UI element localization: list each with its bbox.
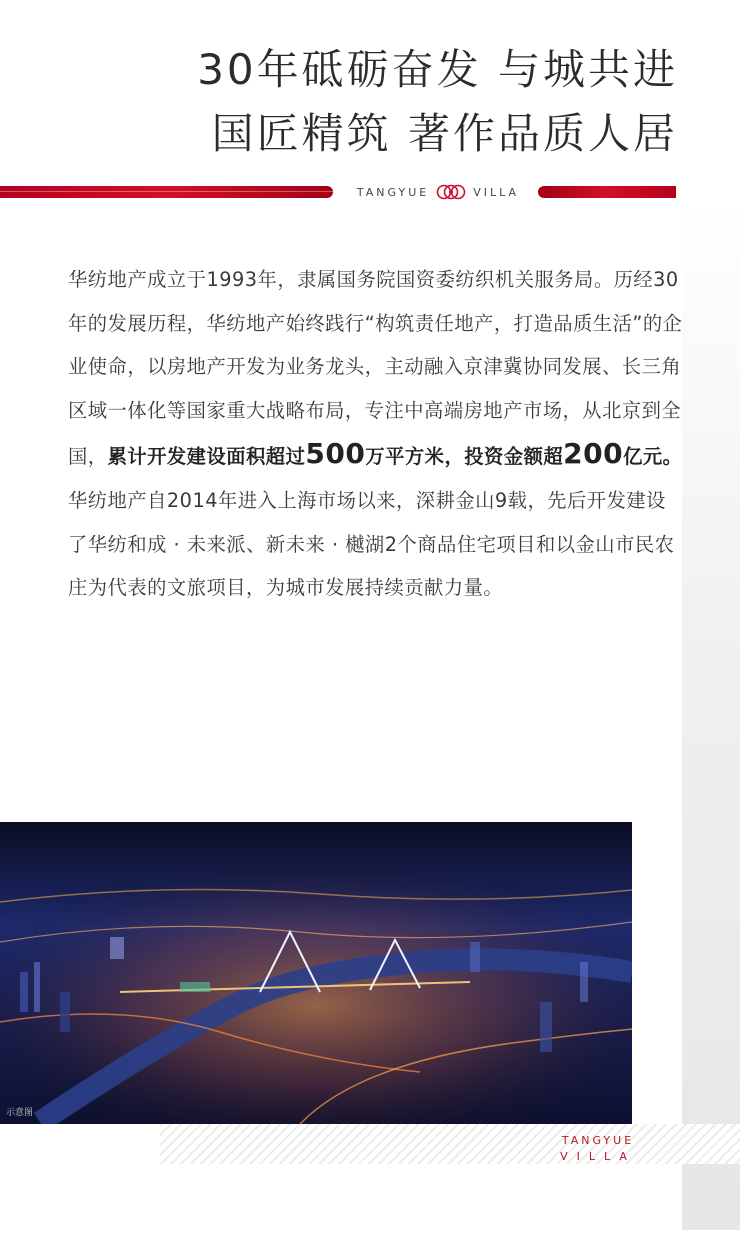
paragraph-text: 华纺地产自2014年进入上海市场以来，深耕金山9载，先后开发建设了华纺和成 · 未来派、新未来 · 樾湖2个商品住宅项目和以金山市民农庄为代表的文旅项目，为城市发展持续贡献力量。 (68, 488, 675, 600)
highlight-text: 累计开发建设面积超过 (107, 445, 306, 469)
night-city-photo (0, 822, 632, 1124)
footer-brand-line-2: VILLA (560, 1150, 636, 1163)
red-bar-left (0, 186, 333, 198)
highlight-number: 200 (563, 437, 624, 471)
headline (197, 38, 678, 166)
highlight-text: 亿元。 (623, 445, 683, 469)
headline-line-1: 30年砥砺奋发 与城共进 (197, 45, 678, 94)
tangyue-logo-icon (435, 184, 467, 200)
divider-brand-right: VILLA (473, 185, 520, 199)
footer-brand-line-1: TANGYUE (561, 1134, 635, 1147)
night-city-aerial-image (0, 822, 632, 1124)
paragraph-text: 华纺地产成立于1993年，隶属国务院国资委纺织机关服务局。历经30年的发展历程，华纺地产始终践行“构筑责任地产，打造品质生活”的企业使命，以房地产开发为业务龙头，主动融入京津冀协同发展、长三角区域一体化等国家重大战略布局，专注中高端房地产市场，从北京到全国， (68, 268, 683, 469)
headline-line-2: 国匠精筑 著作品质人居 (211, 109, 678, 158)
right-gray-panel (682, 200, 740, 1230)
highlight-number: 500 (305, 437, 366, 471)
highlight-text: 万平方米，投资金额超 (365, 445, 564, 469)
photo-caption: 示意图 (6, 1108, 34, 1118)
footer-brand (558, 1133, 638, 1165)
decorative-stripes (160, 1124, 740, 1164)
red-bar-right (538, 186, 676, 198)
paragraph-history (68, 258, 684, 479)
company-intro (68, 258, 684, 610)
brand-divider (0, 186, 740, 200)
paragraph-shanghai (68, 479, 684, 610)
divider-brand-left: TANGYUE (356, 185, 430, 199)
divider-brand (340, 183, 536, 201)
